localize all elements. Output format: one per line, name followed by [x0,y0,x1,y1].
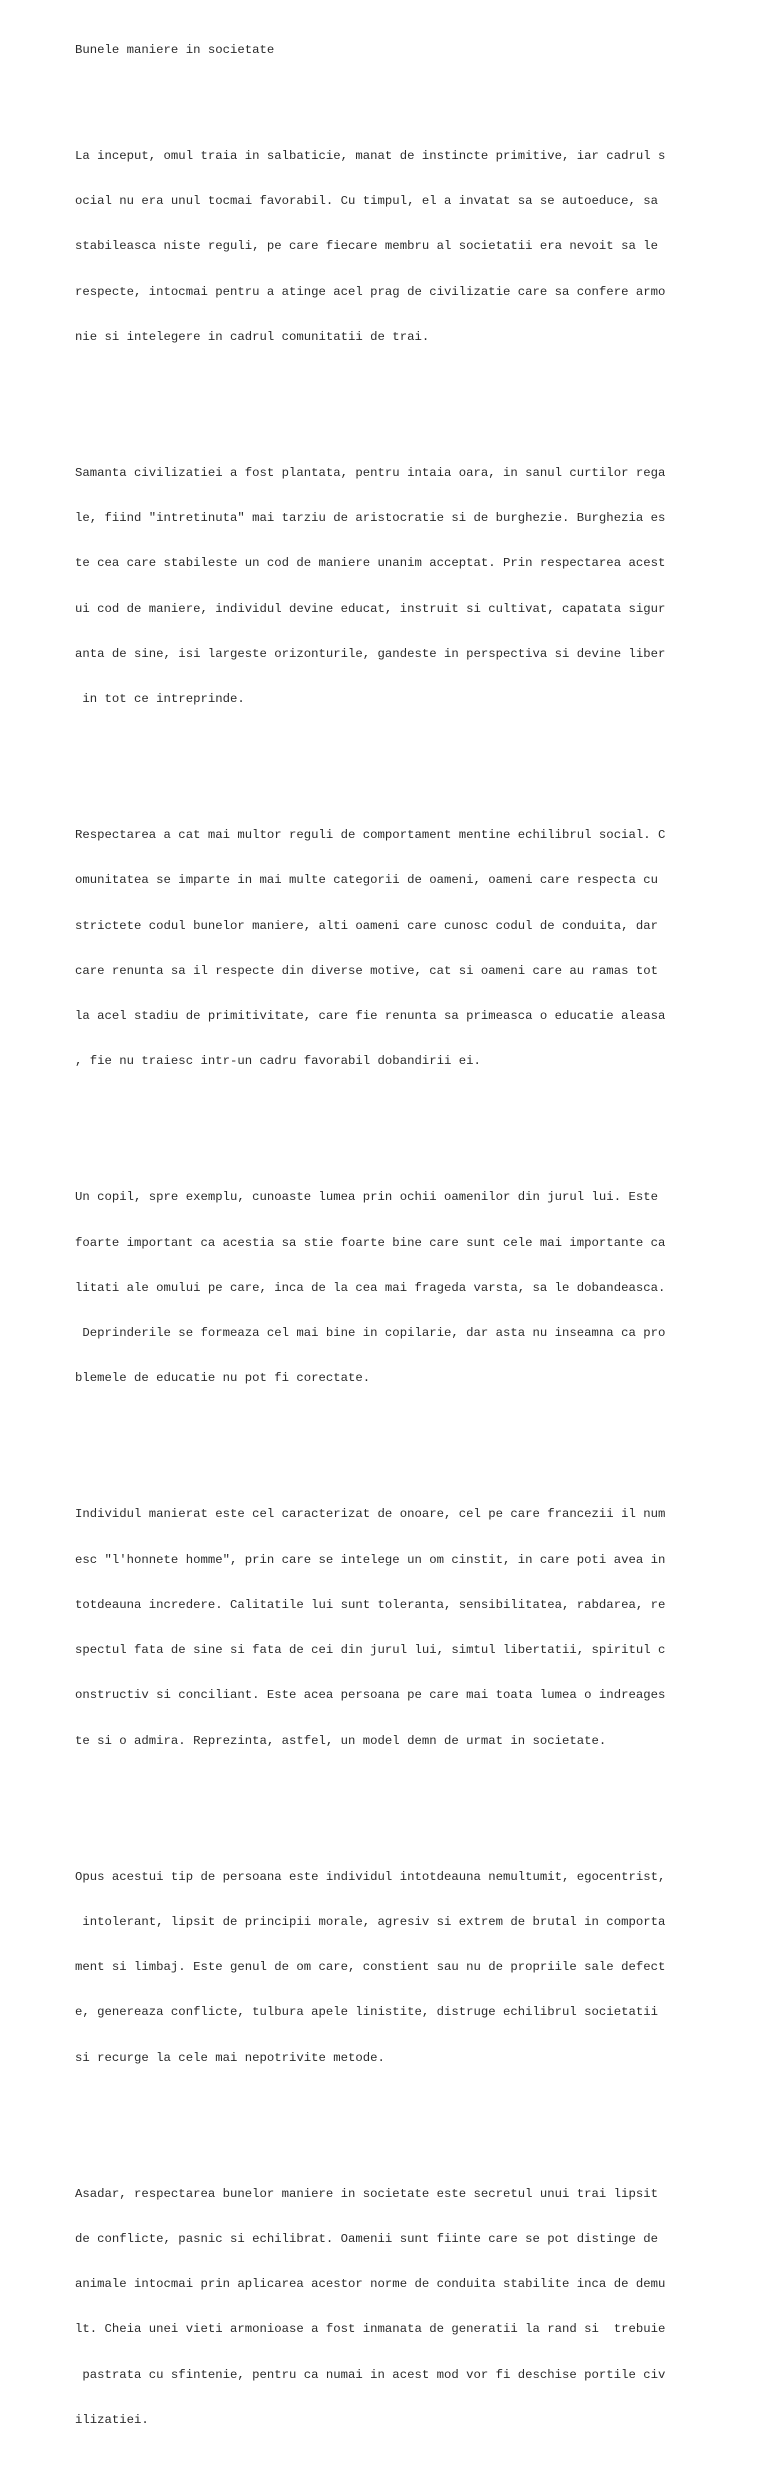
text-line: onstructiv si conciliant. Este acea persoana pe care mai toata lumea o indreages [75,1688,666,1703]
document-title: Bunele maniere in societate [75,43,275,58]
text-line: Deprinderile se formeaza cel mai bine in copilarie, dar asta nu inseamna ca pro [75,1326,666,1341]
text-line: spectul fata de sine si fata de cei din jurul lui, simtul libertatii, spiritul c [75,1643,666,1658]
text-line: Un copil, spre exemplu, cunoaste lumea prin ochii oamenilor din jurul lui. Este [75,1190,658,1205]
text-line: in tot ce intreprinde. [75,692,245,707]
text-line: nie si intelegere in cadrul comunitatii de trai. [75,329,430,344]
text-line: te si o admira. Reprezinta, astfel, un model demn de urmat in societate. [75,1733,607,1748]
text-line: Asadar, respectarea bunelor maniere in societate este secretul unui trai lipsit [75,2186,658,2201]
text-line: totdeauna incredere. Calitatile lui sunt toleranta, sensibilitatea, rabdarea, re [75,1597,666,1612]
text-line: litati ale omului pe care, inca de la cea mai frageda varsta, sa le dobandeasca. [75,1280,666,1295]
text-line: animale intocmai prin aplicarea acestor norme de conduita stabilite inca de demu [75,2277,666,2292]
text-line: Opus acestui tip de persoana este individul intotdeauna nemultumit, egocentrist, [75,1869,666,1884]
paragraph-2 [75,436,695,738]
paragraph-1 [75,119,695,376]
text-line: stabileasca niste reguli, pe care fiecare membru al societatii era nevoit sa le [75,239,658,254]
paragraph-5 [75,1477,695,1779]
text-line: Samanta civilizatiei a fost plantata, pentru intaia oara, in sanul curtilor rega [75,465,666,480]
text-line: strictete codul bunelor maniere, alti oameni care cunosc codul de conduita, dar [75,918,658,933]
text-line: Respectarea a cat mai multor reguli de comportament mentine echilibrul social. C [75,828,666,843]
text-line: blemele de educatie nu pot fi corectate. [75,1371,371,1386]
text-line: la acel stadiu de primitivitate, care fie renunta sa primeasca o educatie aleasa [75,1009,666,1024]
text-line: esc "l'honnete homme", prin care se intelege un om cinstit, in care poti avea in [75,1552,666,1567]
text-line: pastrata cu sfintenie, pentru ca numai in acest mod vor fi deschise portile civ [75,2367,666,2382]
text-line: Individul manierat este cel caracterizat de onoare, cel pe care francezii il num [75,1507,666,1522]
text-line: le, fiind "intretinuta" mai tarziu de aristocratie si de burghezie. Burghezia es [75,511,666,526]
document-body [75,13,695,2488]
text-line: , fie nu traiesc intr-un cadru favorabil dobandirii ei. [75,1054,481,1069]
paragraph-4 [75,1160,695,1417]
text-line: ui cod de maniere, individul devine educat, instruit si cultivat, capatata sigur [75,601,666,616]
text-line: ment si limbaj. Este genul de om care, constient sau nu de propriile sale defect [75,1960,666,1975]
text-line: La inceput, omul traia in salbaticie, manat de instincte primitive, iar cadrul s [75,148,666,163]
text-line: intolerant, lipsit de principii morale, agresiv si extrem de brutal in comporta [75,1914,666,1929]
text-line: respecte, intocmai pentru a atinge acel prag de civilizatie care sa confere armo [75,284,666,299]
text-line: si recurge la cele mai nepotrivite metode. [75,2050,385,2065]
paragraph-7 [75,2156,695,2458]
text-line: ocial nu era unul tocmai favorabil. Cu timpul, el a invatat sa se autoeduce, sa [75,194,658,209]
text-line: anta de sine, isi largeste orizonturile, gandeste in perspectiva si devine liber [75,646,666,661]
text-line: e, genereaza conflicte, tulbura apele linistite, distruge echilibrul societatii [75,2005,658,2020]
text-line: foarte important ca acestia sa stie foarte bine care sunt cele mai importante ca [75,1235,666,1250]
text-line: te cea care stabileste un cod de maniere unanim acceptat. Prin respectarea acest [75,556,666,571]
paragraph-6 [75,1839,695,2096]
text-line: de conflicte, pasnic si echilibrat. Oamenii sunt fiinte care se pot distinge de [75,2231,658,2246]
text-line: care renunta sa il respecte din diverse motive, cat si oameni care au ramas tot [75,963,658,978]
text-line: omunitatea se imparte in mai multe categorii de oameni, oameni care respecta cu [75,873,658,888]
paragraph-3 [75,798,695,1100]
text-line: lt. Cheia unei vieti armonioase a fost inmanata de generatii la rand si trebuie [75,2322,666,2337]
text-line: ilizatiei. [75,2412,149,2427]
